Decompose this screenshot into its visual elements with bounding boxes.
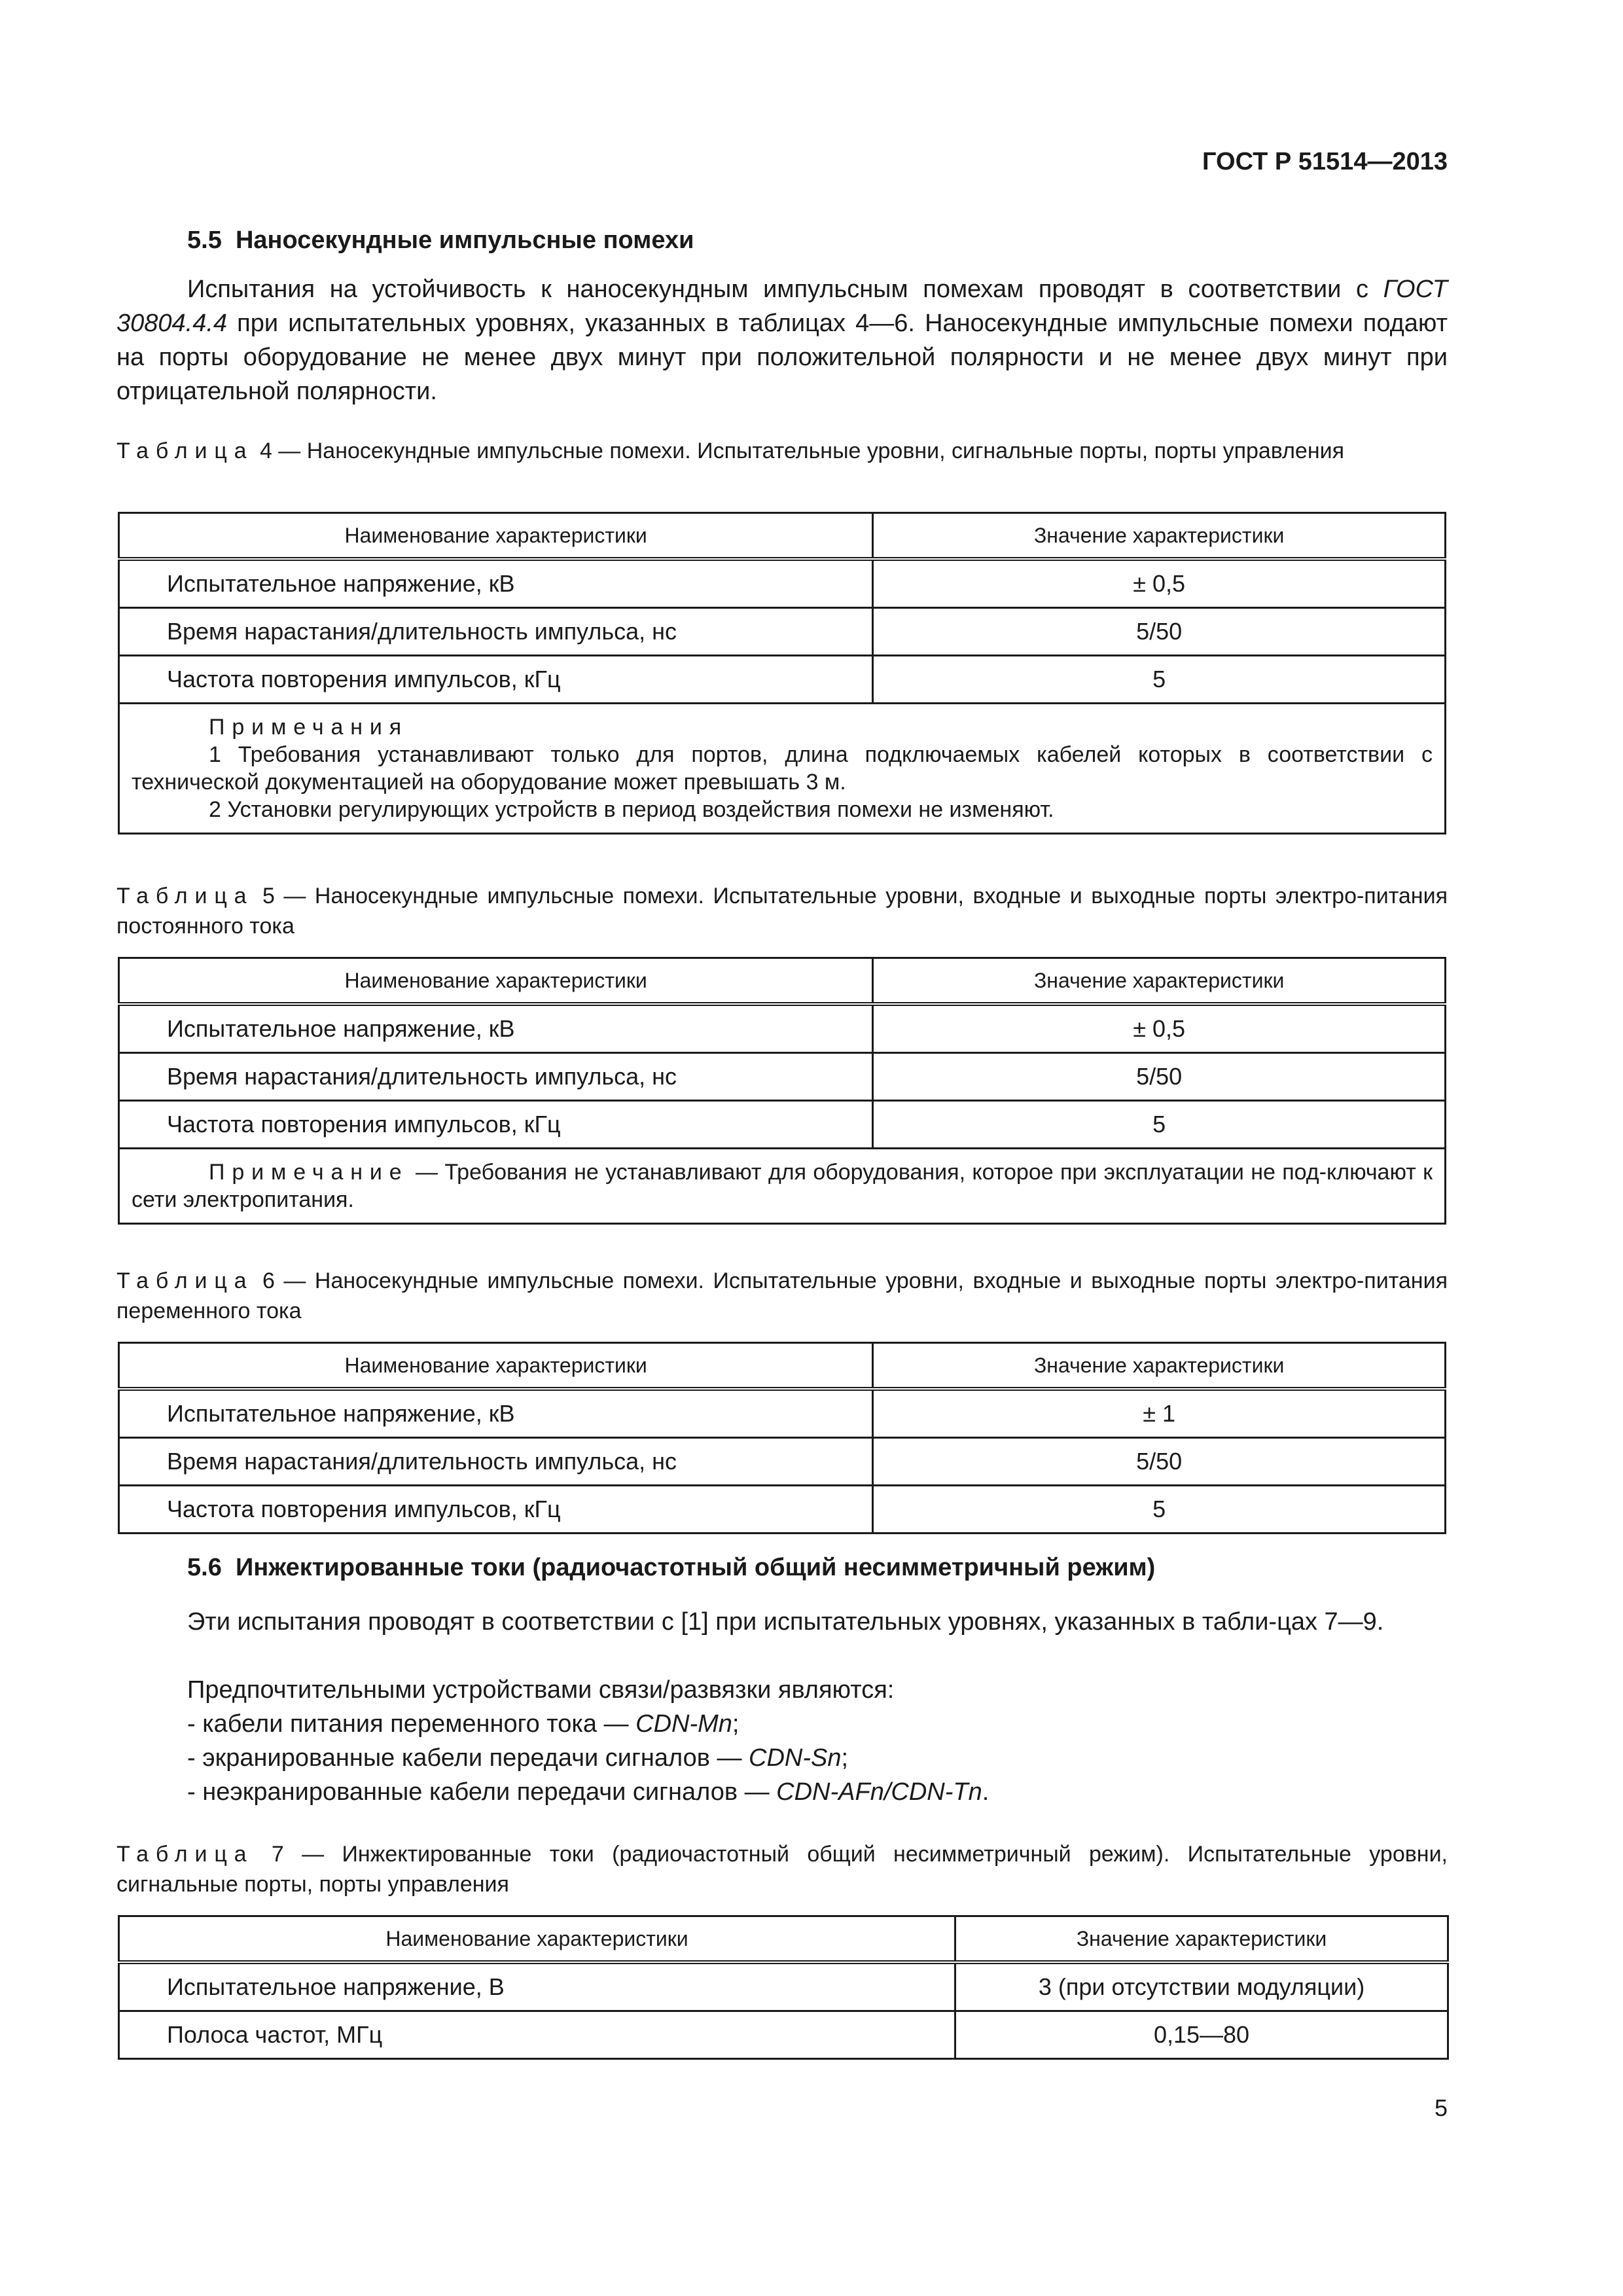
standard-reference-link: ГОСТ 30804.4.4: [116, 276, 1448, 337]
list-intro: Предпочтительными устройствами связи/развязки являются:: [187, 1676, 895, 1704]
row-value: 5: [873, 656, 1446, 704]
row-value: 5: [873, 1101, 1446, 1149]
row-value: ± 1: [873, 1389, 1446, 1438]
note-title: Примечание: [209, 1160, 409, 1185]
column-header-name: Наименование характеристики: [119, 513, 873, 560]
table-number: 6: [262, 1268, 275, 1293]
section-title: Инжектированные токи (радиочастотный общий несимметричный режим): [235, 1554, 1156, 1581]
note-text: — Требования не устанавливают для оборудования, которое при эксплуатации не под-ключают к сети электропитания.: [132, 1160, 1433, 1212]
table-label: Таблица: [116, 884, 254, 908]
row-name: Частота повторения импульсов, кГц: [119, 1486, 873, 1534]
notes-title: Примечания: [209, 715, 409, 740]
table-notes: [119, 704, 1446, 834]
note-1: 1 Требования устанавливают только для портов, длина подключаемых кабелей которых в соответствии с технической документацией на оборудование может превышать 3 м.: [132, 742, 1433, 795]
table-5-caption: [116, 881, 1448, 941]
table-row: [119, 1962, 1448, 2011]
row-value: 0,15—80: [955, 2011, 1448, 2059]
row-value: 5: [873, 1486, 1446, 1534]
section-number: 5.6: [187, 1554, 222, 1581]
section-title: Наносекундные импульсные помехи: [235, 226, 694, 254]
list-item-code: CDN-Sn: [749, 1744, 842, 1772]
row-name: Испытательное напряжение, кВ: [119, 1389, 873, 1438]
table-7-caption: [116, 1839, 1448, 1899]
caption-text: — Наносекундные импульсные помехи. Испытательные уровни, сигнальные порты, порты управления: [272, 439, 1345, 463]
table-7: [118, 1915, 1449, 2060]
caption-text: — Инжектированные токи (радиочастотный общий несимметричный режим). Испытательные уровни, сигнальные порты, порты управления: [116, 1842, 1448, 1897]
table-row: [119, 1438, 1446, 1486]
table-6: [118, 1342, 1446, 1534]
row-value: 5/50: [873, 1438, 1446, 1486]
table-label: Таблица: [116, 1268, 254, 1293]
page-number: 5: [1434, 2094, 1448, 2121]
table-note: [119, 1149, 1446, 1224]
list-item-text: - неэкранированные кабели передачи сигналов —: [187, 1778, 777, 1806]
row-name: Частота повторения импульсов, кГц: [119, 1101, 873, 1149]
list-item-end: ;: [841, 1744, 849, 1772]
column-header-value: Значение характеристики: [873, 1343, 1446, 1390]
row-value: 5/50: [873, 1053, 1446, 1101]
paragraph-text: Испытания на устойчивость к наносекундным импульсным помехам проводят в соответствии с: [187, 276, 1383, 303]
table-notes-row: [119, 1149, 1446, 1224]
section-number: 5.5: [187, 226, 222, 254]
column-header-value: Значение характеристики: [955, 1916, 1448, 1963]
table-number: 4: [259, 439, 272, 463]
column-header-value: Значение характеристики: [873, 958, 1446, 1005]
table-row: [119, 1486, 1446, 1534]
table-header-row: [119, 1916, 1448, 1963]
table-header-row: [119, 958, 1446, 1005]
list-item-text: - экранированные кабели передачи сигналов —: [187, 1744, 749, 1772]
row-value: ± 0,5: [873, 559, 1446, 608]
table-number: 5: [262, 884, 275, 908]
table-row: [119, 1004, 1446, 1053]
column-header-name: Наименование характеристики: [119, 1916, 955, 1963]
list-item-code: CDN-AFn/CDN-Tn: [776, 1778, 982, 1806]
table-6-caption: [116, 1266, 1448, 1326]
column-header-value: Значение характеристики: [873, 513, 1446, 560]
list-item-text: - кабели питания переменного тока —: [187, 1710, 636, 1738]
column-header-name: Наименование характеристики: [119, 1343, 873, 1390]
table-row: [119, 656, 1446, 704]
row-value: ± 0,5: [873, 1004, 1446, 1053]
table-row: [119, 2011, 1448, 2059]
list-item-end: ;: [732, 1710, 740, 1738]
row-name: Время нарастания/длительность импульса, нс: [119, 608, 873, 656]
standard-identifier: ГОСТ Р 51514—2013: [1202, 148, 1448, 175]
table-header-row: [119, 513, 1446, 560]
table-header-row: [119, 1343, 1446, 1390]
list-item: [187, 1707, 989, 1741]
table-notes-row: [119, 704, 1446, 834]
row-value: 3 (при отсутствии модуляции): [955, 1962, 1448, 2011]
table-row: [119, 559, 1446, 608]
row-name: Время нарастания/длительность импульса, нс: [119, 1438, 873, 1486]
row-name: Испытательное напряжение, кВ: [119, 1004, 873, 1053]
table-row: [119, 1053, 1446, 1101]
column-header-name: Наименование характеристики: [119, 958, 873, 1005]
paragraph-text: Эти испытания проводят в соответствии с [1] при испытательных уровнях, указанных в табли-цах 7—9.: [187, 1608, 1384, 1636]
table-row: [119, 1101, 1446, 1149]
table-number: 7: [271, 1842, 284, 1867]
list-item-code: CDN-Mn: [635, 1710, 732, 1738]
row-value: 5/50: [873, 608, 1446, 656]
list-item: [187, 1741, 989, 1775]
row-name: Полоса частот, МГц: [119, 2011, 955, 2059]
section-5-6-paragraph: [116, 1605, 1448, 1639]
table-4: [118, 512, 1446, 834]
caption-text: — Наносекундные импульсные помехи. Испытательные уровни, входные и выходные порты электро-питания постоянного тока: [116, 884, 1448, 939]
table-label: Таблица: [116, 439, 254, 463]
paragraph-text: при испытательных уровнях, указанных в таблицах 4—6. Наносекундные импульсные помехи подают на порты оборудование не менее двух минут при положительной полярности и не менее двух минут при отрицательной полярности.: [116, 310, 1448, 405]
table-row: [119, 1389, 1446, 1438]
section-5-6-heading: [187, 1554, 1155, 1582]
list-item-end: .: [982, 1778, 990, 1806]
row-name: Частота повторения импульсов, кГц: [119, 656, 873, 704]
table-5: [118, 957, 1446, 1225]
list-item: [187, 1775, 989, 1809]
section-5-5-paragraph: [116, 272, 1448, 408]
table-4-caption: [116, 436, 1448, 466]
section-5-6-list-block: [187, 1673, 989, 1809]
section-5-5-heading: [187, 226, 694, 255]
table-label: Таблица: [116, 1842, 254, 1867]
caption-text: — Наносекундные импульсные помехи. Испытательные уровни, входные и выходные порты электро-питания переменного тока: [116, 1268, 1448, 1323]
row-name: Испытательное напряжение, В: [119, 1962, 955, 2011]
row-name: Испытательное напряжение, кВ: [119, 559, 873, 608]
table-row: [119, 608, 1446, 656]
coupling-devices-list: [187, 1707, 989, 1809]
row-name: Время нарастания/длительность импульса, нс: [119, 1053, 873, 1101]
note-2: 2 Установки регулирующих устройств в период воздействия помехи не изменяют.: [209, 797, 1054, 822]
